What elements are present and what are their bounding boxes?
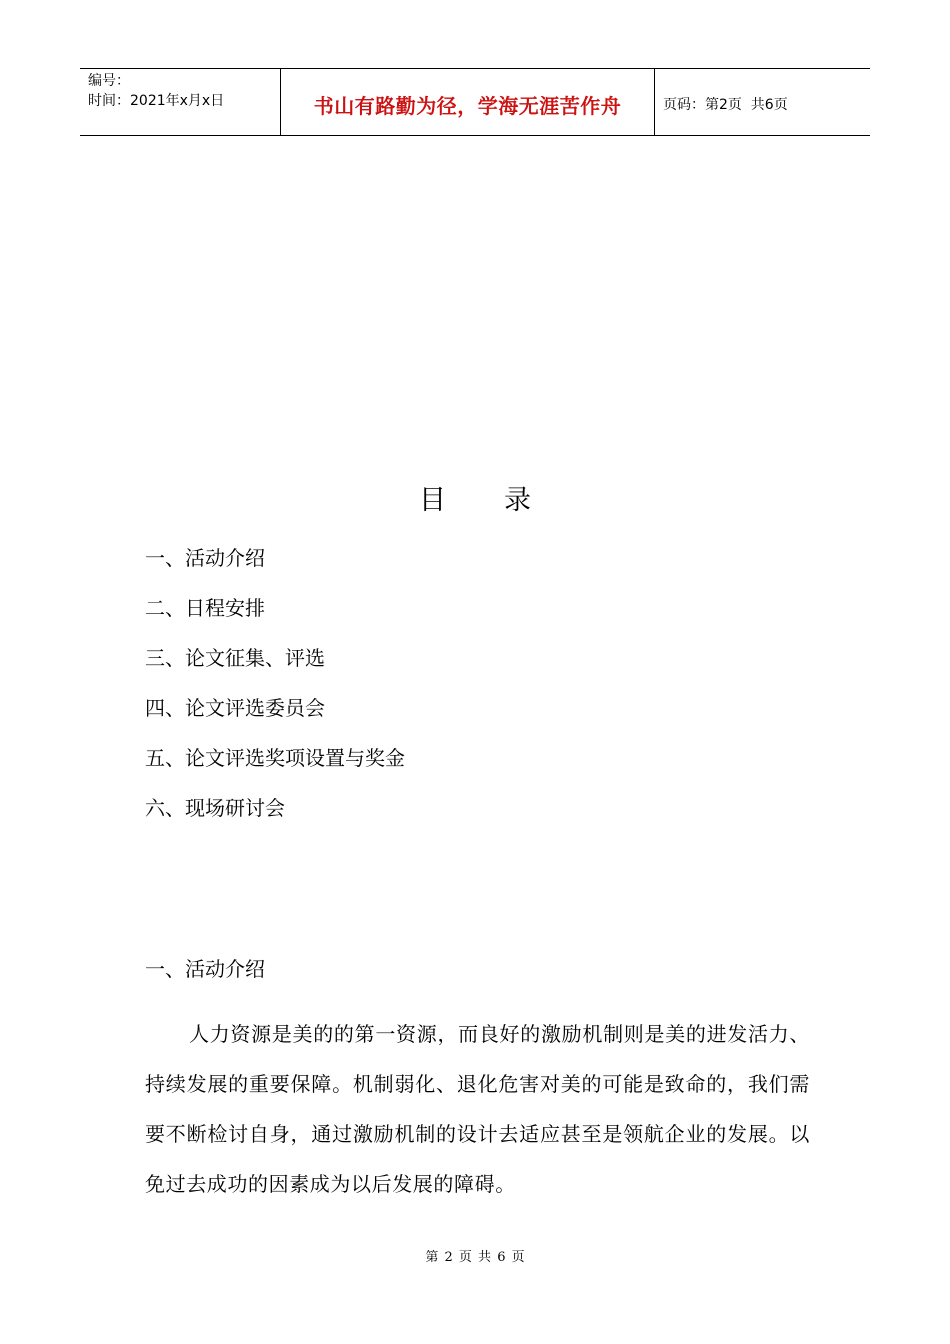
header-page-cell: [655, 69, 870, 135]
header-motto-cell: [281, 69, 655, 135]
page-header: [80, 68, 870, 136]
toc-list: [145, 541, 405, 841]
header-meta-cell: [80, 69, 281, 135]
header-page-info: 页码：第2页 共6页: [663, 97, 788, 113]
toc-item: 四、论文评选委员会: [145, 696, 325, 720]
toc-item: 二、日程安排: [145, 596, 265, 620]
date-label: 时间：2021年x月x日: [88, 93, 225, 109]
section-heading: 一、活动介绍: [145, 957, 265, 981]
header-motto: 书山有路勤为径，学海无涯苦作舟: [313, 93, 622, 118]
toc-title-char-1: 目: [419, 485, 446, 516]
toc-item: 三、论文征集、评选: [145, 646, 325, 670]
section-paragraph: 人力资源是美的的第一资源，而良好的激励机制则是美的进发活力、持续发展的重要保障。机制弱化、退化危害对美的可能是致命的，我们需要不断检讨自身，通过激励机制的设计去适应甚至是领航企业的发展。以免过去成功的因素成为以后发展的障碍。: [145, 1022, 810, 1196]
toc-title: [0, 478, 950, 517]
toc-item: 一、活动介绍: [145, 546, 265, 570]
page-footer: 第 2 页 共 6 页: [425, 1250, 525, 1265]
serial-number-label: 编号：: [88, 73, 130, 89]
toc-title-char-2: 录: [504, 485, 531, 516]
toc-item: 六、现场研讨会: [145, 796, 285, 820]
toc-item: 五、论文评选奖项设置与奖金: [145, 746, 405, 770]
